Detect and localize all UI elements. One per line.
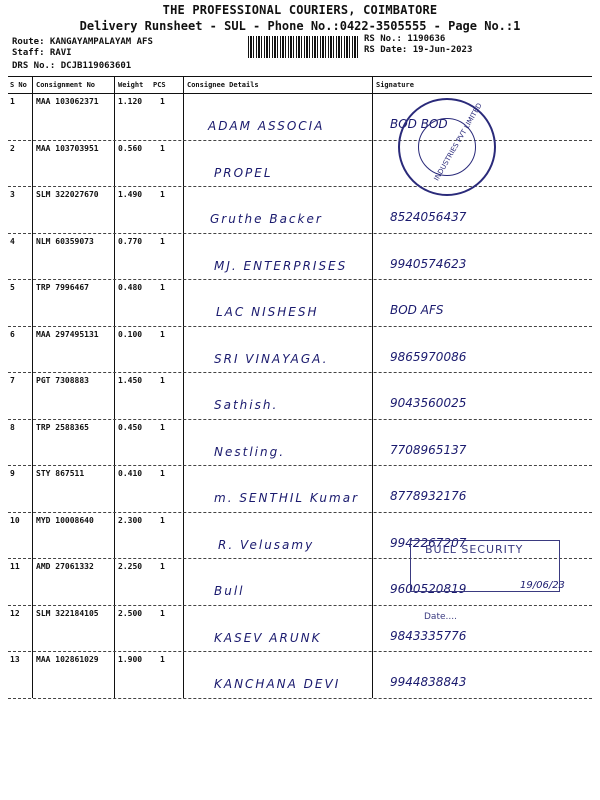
row-consignment-no: MYD 10008640 xyxy=(36,515,94,525)
row-weight: 0.560 xyxy=(118,143,143,153)
row-pcs: 1 xyxy=(160,608,165,618)
row-separator xyxy=(8,698,592,699)
row-pcs: 1 xyxy=(160,97,165,106)
row-consignee-handwritten: Bull xyxy=(214,584,245,598)
row-consignment-no: TRP 7996467 xyxy=(36,283,89,292)
row-consignment-no: AMD 27061332 xyxy=(36,562,94,571)
row-pcs: 1 xyxy=(160,283,165,292)
row-separator xyxy=(8,279,592,280)
table-top-border xyxy=(8,76,592,77)
row-sno: 13 xyxy=(10,655,20,664)
row-pcs: 1 xyxy=(160,329,165,339)
row-sno: 7 xyxy=(10,376,15,385)
row-consignee-handwritten: PROPEL xyxy=(214,165,273,180)
row-separator xyxy=(8,465,592,466)
row-weight: 0.100 xyxy=(118,329,143,339)
row-weight: 2.500 xyxy=(118,608,143,618)
row-signature: 8524056437 xyxy=(390,210,467,224)
row-weight: 0.450 xyxy=(118,422,143,432)
row-separator xyxy=(8,326,592,327)
row-weight: 1.900 xyxy=(118,655,143,664)
row-pcs: 1 xyxy=(160,190,165,199)
bull-stamp-text: BULL SECURITY xyxy=(425,543,524,556)
row-consignment-no: NLM 60359073 xyxy=(36,236,94,246)
col-header-consignee: Consignee Details xyxy=(187,81,259,89)
barcode xyxy=(248,36,358,58)
drs-number: DRS No.: DCJB119063601 xyxy=(12,61,132,71)
row-signature: BOD BOD xyxy=(390,117,448,131)
table-header-border xyxy=(8,93,592,94)
header-subtitle: Delivery Runsheet - SUL - Phone No.:0422-3505555 - Page No.:1 xyxy=(79,19,521,33)
row-signature: 9940574623 xyxy=(390,256,467,271)
rs-number: RS No.: 1190636 xyxy=(364,34,446,44)
row-separator xyxy=(8,233,592,234)
col-header-consignment: Consignment No xyxy=(36,81,96,89)
row-signature: 9944838843 xyxy=(390,675,467,689)
row-sno: 10 xyxy=(10,515,20,525)
row-sno: 9 xyxy=(10,469,15,478)
row-pcs: 1 xyxy=(160,143,165,153)
row-consignment-no: MAA 102861029 xyxy=(36,655,99,664)
row-consignee-handwritten: KANCHANA DEVI xyxy=(214,677,341,691)
row-weight: 2.300 xyxy=(118,515,143,525)
row-separator xyxy=(8,651,592,652)
row-signature: 9942267207 xyxy=(390,535,467,550)
row-consignee-handwritten: KASEV ARUNK xyxy=(214,630,322,645)
row-separator xyxy=(8,419,592,420)
row-weight: 0.480 xyxy=(118,283,143,292)
row-weight: 1.120 xyxy=(118,97,143,106)
row-pcs: 1 xyxy=(160,655,165,664)
row-sno: 12 xyxy=(10,608,20,618)
rs-date: RS Date: 19-Jun-2023 xyxy=(364,45,473,55)
row-weight: 2.250 xyxy=(118,562,143,571)
row-sno: 8 xyxy=(10,422,15,432)
col-header-signature: Signature xyxy=(376,81,414,89)
bull-stamp-date-label: Date.... xyxy=(424,612,457,622)
row-weight: 1.450 xyxy=(118,376,143,385)
staff-label: Staff: RAVI xyxy=(12,48,72,58)
row-separator xyxy=(8,512,592,513)
row-consignee-handwritten: SRI VINAYAGA. xyxy=(214,351,329,366)
row-consignee-handwritten: Sathish. xyxy=(214,398,279,412)
row-signature: 9600520819 xyxy=(390,582,467,596)
col-header-weight: Weight xyxy=(118,81,144,89)
col-header-sno: S No xyxy=(10,81,27,89)
row-signature: 7708965137 xyxy=(390,442,467,457)
row-consignee-handwritten: ADAM ASSOCIA xyxy=(208,119,325,133)
row-sno: 6 xyxy=(10,329,15,339)
row-separator xyxy=(8,372,592,373)
row-consignment-no: STY 867511 xyxy=(36,469,85,478)
row-consignee-handwritten: R. Velusamy xyxy=(218,537,315,552)
row-separator xyxy=(8,186,592,187)
row-sno: 2 xyxy=(10,143,15,153)
row-consignee-handwritten: Nestling. xyxy=(214,444,286,459)
row-signature: 8778932176 xyxy=(390,489,467,503)
row-consignee-handwritten: LAC NISHESH xyxy=(216,305,319,319)
row-sno: 11 xyxy=(10,562,20,571)
company-stamp xyxy=(398,98,496,196)
col-header-pcs: PCS xyxy=(153,81,166,89)
row-consignee-handwritten: Gruthe Backer xyxy=(210,212,323,226)
runsheet-table xyxy=(8,76,592,720)
row-sno: 5 xyxy=(10,283,15,292)
row-consignment-no: MAA 103062371 xyxy=(36,97,99,106)
row-signature: 9865970086 xyxy=(390,349,467,364)
row-signature: 9843335776 xyxy=(390,628,467,643)
bull-stamp-date-value: 19/06/23 xyxy=(520,580,565,591)
row-pcs: 1 xyxy=(160,236,165,246)
row-weight: 0.410 xyxy=(118,469,143,478)
row-signature: 9043560025 xyxy=(390,396,467,410)
row-pcs: 1 xyxy=(160,422,165,432)
row-pcs: 1 xyxy=(160,469,165,478)
row-separator xyxy=(8,605,592,606)
row-weight: 0.770 xyxy=(118,236,143,246)
row-sno: 4 xyxy=(10,236,15,246)
row-consignment-no: MAA 103703951 xyxy=(36,143,99,153)
row-consignee-handwritten: MJ. ENTERPRISES xyxy=(214,258,348,273)
route-label: Route: KANGAYAMPALAYAM AFS xyxy=(12,37,153,47)
row-signature: BOD AFS xyxy=(390,303,444,317)
row-consignment-no: SLM 322027670 xyxy=(36,190,99,199)
row-consignment-no: PGT 7308883 xyxy=(36,376,89,385)
row-separator xyxy=(8,140,592,141)
row-pcs: 1 xyxy=(160,562,165,571)
company-stamp-text: INDUSTRIES PVT LIMITED xyxy=(432,101,484,183)
row-weight: 1.490 xyxy=(118,190,143,199)
row-sno: 1 xyxy=(10,97,15,106)
row-consignee-handwritten: m. SENTHIL Kumar xyxy=(214,491,360,505)
row-sno: 3 xyxy=(10,190,15,199)
row-consignment-no: MAA 297495131 xyxy=(36,329,99,339)
row-consignment-no: SLM 322184105 xyxy=(36,608,99,618)
row-pcs: 1 xyxy=(160,376,165,385)
row-pcs: 1 xyxy=(160,515,165,525)
row-consignment-no: TRP 2588365 xyxy=(36,422,89,432)
header-title: THE PROFESSIONAL COURIERS, COIMBATORE xyxy=(162,3,438,17)
